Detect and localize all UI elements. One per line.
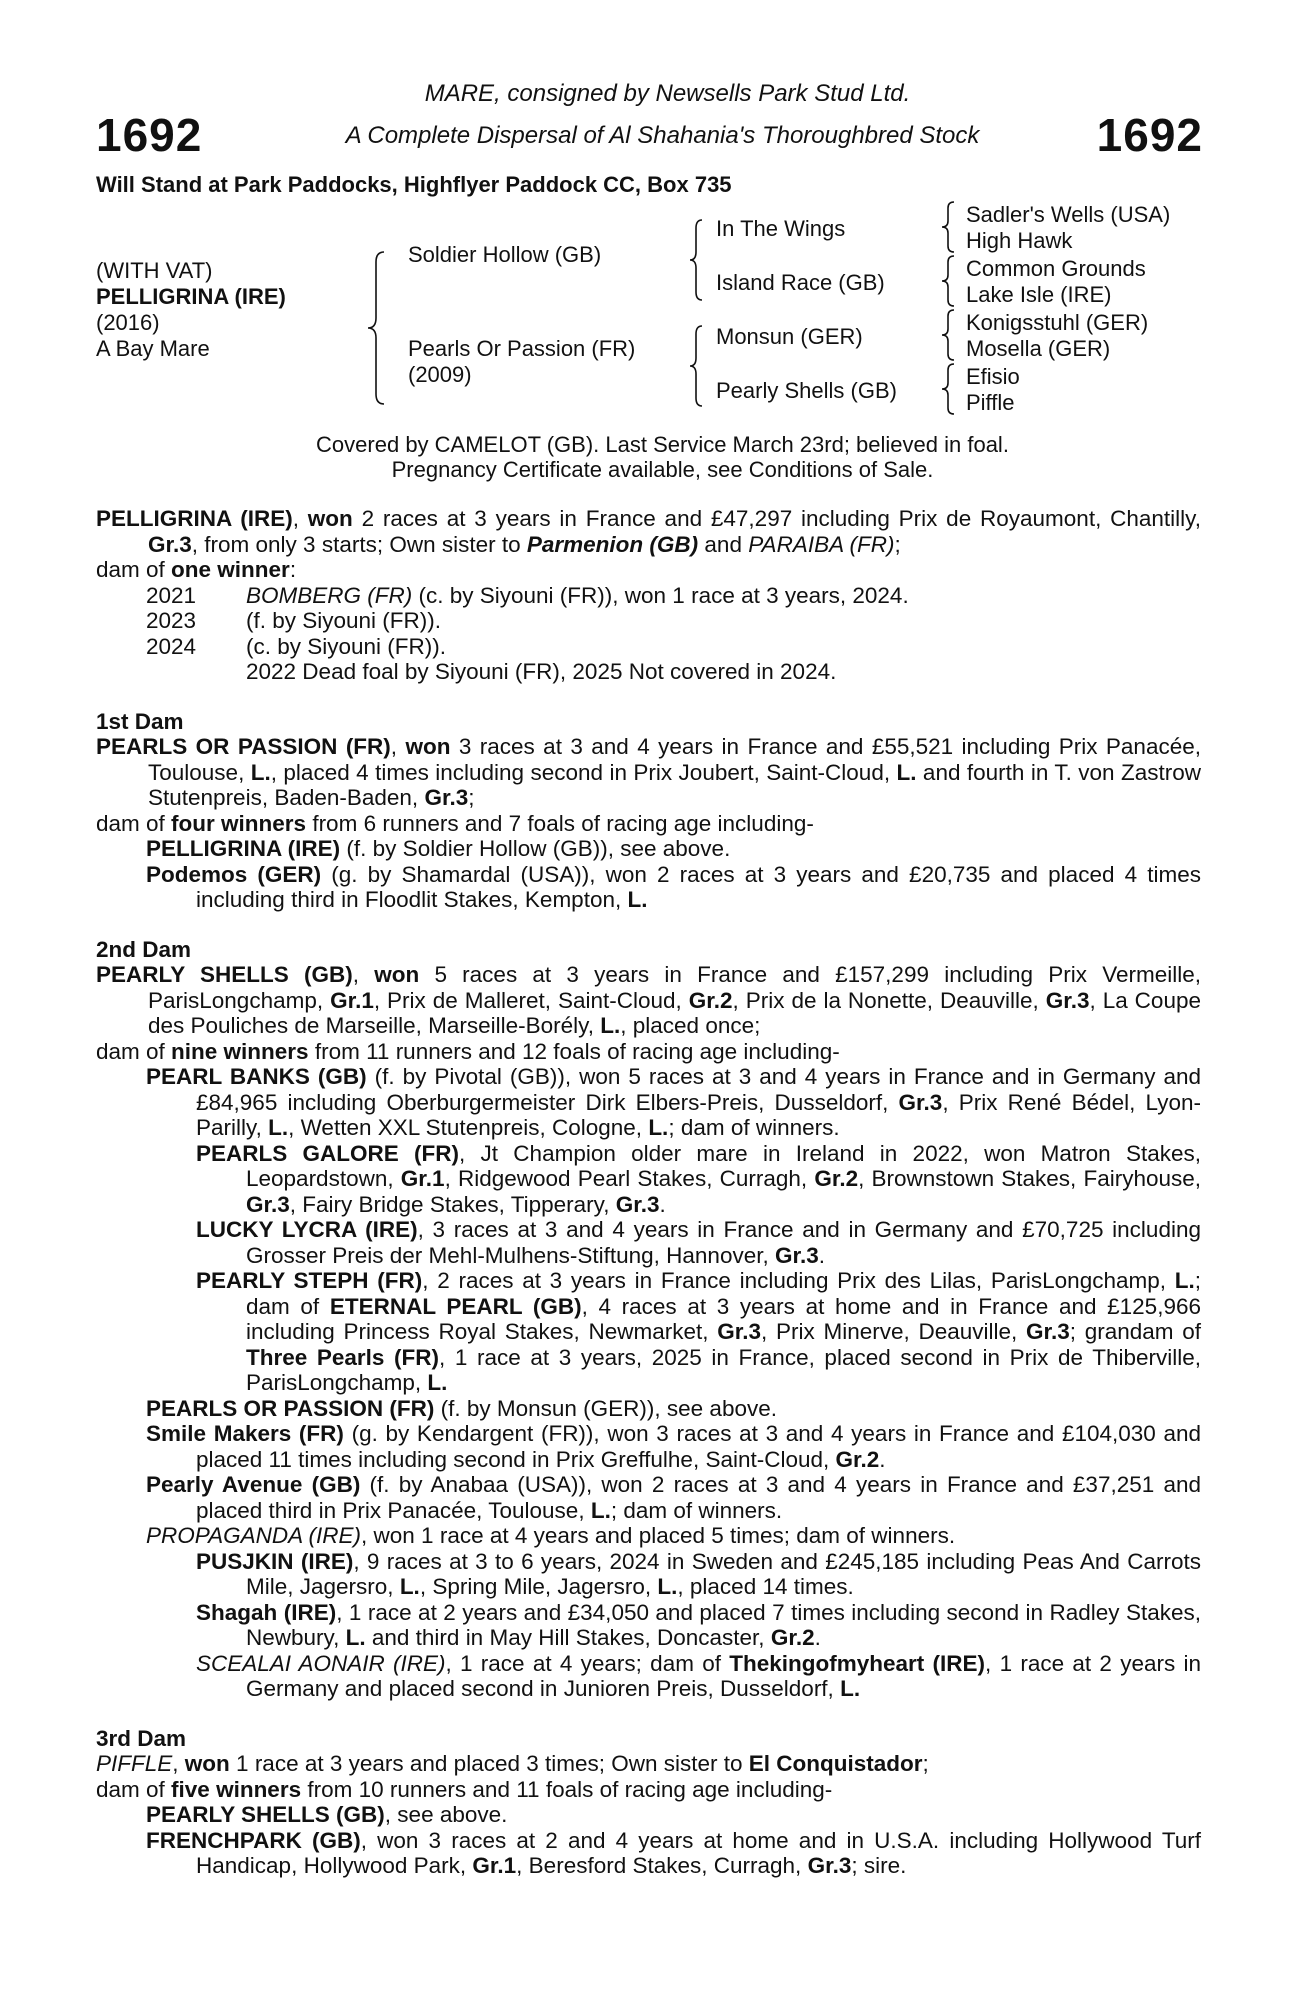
winners-count: nine winners	[171, 1038, 309, 1064]
produce-entry	[96, 1472, 1201, 1523]
won-label: won	[405, 734, 451, 759]
sire-sire: In The Wings	[716, 216, 846, 241]
produce-entry	[96, 1421, 1201, 1472]
pedigree-brace-7	[942, 364, 958, 414]
produce-entry	[96, 1217, 1201, 1268]
text: , 1 race at 4 years; dam of	[445, 1650, 730, 1676]
listed: L.	[840, 1676, 861, 1701]
text: , Jt Champion older mare in Ireland in 2022, won Matron Stakes, Leopardstown,	[246, 1140, 1201, 1191]
listed: L.	[1174, 1268, 1195, 1293]
won-label: won	[374, 962, 420, 987]
produce-name: PROPAGANDA (IRE)	[146, 1523, 362, 1548]
second-dam-produce	[96, 1039, 1201, 1065]
text: , placed 4 times including second in Prix Joubert, Saint-Cloud,	[270, 759, 897, 785]
pedigree-brace-5	[942, 256, 958, 306]
grade: Gr.2	[688, 987, 733, 1013]
text: , Prix de Malleret, Saint-Cloud,	[373, 987, 689, 1013]
produce-name: Podemos (GER)	[146, 861, 322, 887]
grade: Gr.3	[807, 1853, 852, 1878]
produce-name: Thekingofmyheart (IRE)	[729, 1650, 986, 1676]
text: , Ridgewood Pearl Stakes, Curragh,	[444, 1166, 815, 1191]
dam-sire: Monsun (GER)	[716, 324, 863, 349]
winners-count: five winners	[171, 1776, 302, 1802]
text: ; dam of	[246, 1268, 1201, 1319]
text: dam of	[96, 557, 172, 582]
third-dam-heading: 3rd Dam	[96, 1725, 187, 1751]
produce-name: BOMBERG (FR)	[246, 582, 413, 608]
grade: Gr.3	[898, 1089, 943, 1115]
dam-name: Pearls Or Passion (FR)	[408, 336, 636, 361]
grade: Gr.3	[424, 785, 469, 810]
text: , Prix Minerve, Deauville,	[761, 1319, 1026, 1344]
grade: Gr.3	[1025, 1319, 1070, 1344]
won-label: won	[307, 506, 353, 531]
dispersal-line: A Complete Dispersal of Al Shahania's Thoroughbred Stock	[345, 122, 980, 149]
listed: L.	[399, 1574, 420, 1599]
first-dam-heading: 1st Dam	[96, 708, 184, 734]
listed: L.	[600, 1013, 621, 1038]
text: ; dam of winners.	[610, 1497, 783, 1523]
third-dam-summary	[96, 1751, 1201, 1777]
sibling-name: Parmenion (GB)	[526, 531, 699, 557]
lot-number-left: 1692	[96, 109, 203, 161]
produce-entry	[96, 1651, 1201, 1702]
grandsire-3: Common Grounds	[966, 256, 1146, 281]
covered-line-2: Pregnancy Certificate available, see Conditions of Sale.	[391, 457, 934, 482]
dam-name: PEARLY SHELLS (GB)	[96, 962, 353, 987]
text: , 9 races at 3 to 6 years, 2024 in Sweden and £245,185 including Peas And Carrots Mile, Jagersro,	[246, 1548, 1201, 1599]
text: from 6 runners and 7 foals of racing age including-	[306, 810, 814, 836]
pedigree-brace-2	[690, 220, 706, 300]
grandsire-6: Mosella (GER)	[966, 336, 1111, 361]
text: from 11 runners and 12 foals of racing age including-	[308, 1038, 840, 1064]
text: , won 3 races at 2 and 4 years at home and in U.S.A. including Hollywood Turf Handicap, Hollywood Park,	[196, 1827, 1201, 1878]
produce-text: (c. by Siyouni (FR)).	[246, 633, 447, 659]
pedigree-brace-3	[690, 326, 706, 406]
listed: L.	[896, 759, 917, 785]
dam-name: PEARLS OR PASSION (FR)	[96, 734, 391, 759]
produce-entry	[96, 1141, 1201, 1218]
produce-name: Shagah (IRE)	[196, 1599, 337, 1625]
horse-name: PELLIGRINA (IRE)	[96, 284, 286, 309]
text: (f. by Pivotal (GB)), won 5 races at 3 and 4 years in France and in Germany and £84,965 including Oberburgermeister Dirk Elbers-Preis, Dusseldorf,	[196, 1064, 1201, 1115]
sibling-name: El Conquistador	[748, 1751, 923, 1776]
produce-year: 2021	[146, 582, 197, 608]
text: , 3 races at 3 and 4 years in France and in Germany and £70,725 including Grosser Preis der Mehl-Mulhens-Stiftung, Hannover,	[246, 1217, 1201, 1268]
pedigree-notes	[96, 506, 1201, 1879]
text: (f. by Monsun (GER)), see above.	[434, 1395, 777, 1421]
text: .	[879, 1446, 886, 1472]
grade: Gr.2	[835, 1446, 880, 1472]
produce-name: SCEALAI AONAIR (IRE)	[196, 1650, 446, 1676]
grandsire-1: Sadler's Wells (USA)	[966, 202, 1171, 227]
produce-name: LUCKY LYCRA (IRE)	[196, 1217, 418, 1242]
produce-name: PEARL BANKS (GB)	[146, 1064, 367, 1089]
listed: L.	[657, 1574, 678, 1599]
text: , Wetten XXL Stutenpreis, Cologne,	[288, 1115, 649, 1140]
third-dam-produce	[96, 1777, 1201, 1803]
text: dam of	[96, 810, 172, 836]
grade: Gr.1	[400, 1166, 445, 1191]
text: ;	[922, 1751, 929, 1776]
text: ;	[894, 531, 901, 557]
listed: L.	[627, 887, 648, 912]
text: , 1 race at 2 years and £34,050 and placed 7 times including second in Radley Stakes, Newbury,	[246, 1599, 1201, 1650]
produce-entry	[96, 1828, 1201, 1879]
text: , see above.	[384, 1802, 508, 1827]
produce-entry	[96, 836, 1201, 862]
text: , 4 races at 3 years at home and in France and £125,966 including Princess Royal Stakes, Newmarket,	[246, 1293, 1201, 1344]
text: 5 races at 3 years in France and £157,299 including Prix Vermeille, ParisLongchamp,	[148, 962, 1201, 1013]
pedigree-brace-1	[368, 252, 390, 404]
text: , Fairy Bridge Stakes, Tipperary,	[289, 1191, 616, 1217]
dam-name: PIFFLE	[96, 1751, 173, 1776]
grandsire-4: Lake Isle (IRE)	[966, 282, 1112, 307]
dam-year: (2009)	[408, 362, 472, 387]
covered-note	[0, 432, 1315, 482]
winners-count: four winners	[171, 810, 307, 836]
text: (f. by Anabaa (USA)), won 2 races at 3 and 4 years in France and £37,251 and placed third in Prix Panacée, Toulouse,	[196, 1472, 1201, 1523]
produce-entry	[96, 1268, 1201, 1396]
text: dam of	[96, 1776, 172, 1802]
dam-dam: Pearly Shells (GB)	[716, 378, 897, 403]
lot-number-right: 1692	[1096, 109, 1203, 161]
produce-name: Three Pearls (FR)	[246, 1344, 440, 1370]
text: and fourth in T. von Zastrow Stutenpreis, Baden-Baden,	[148, 759, 1201, 810]
produce-entry	[96, 1064, 1201, 1141]
vat-note: (WITH VAT)	[96, 258, 213, 283]
produce-entry	[96, 1549, 1201, 1600]
grade: Gr.1	[330, 987, 374, 1013]
won-label: won	[184, 1751, 230, 1776]
text: dam of	[96, 1038, 172, 1064]
mare-produce-heading	[96, 557, 1201, 583]
text: .	[818, 1242, 826, 1268]
produce-name: PEARLY STEPH (FR)	[196, 1268, 423, 1293]
text: 1 race at 3 years and placed 3 times; Own sister to	[229, 1751, 749, 1776]
mare-name: PELLIGRINA (IRE)	[96, 506, 293, 531]
produce-entry	[96, 1523, 1201, 1549]
text: from 10 runners and 11 foals of racing age including-	[301, 1776, 833, 1802]
text: , Spring Mile, Jagersro,	[419, 1574, 658, 1599]
text: , Prix de la Nonette, Deauville,	[732, 987, 1046, 1013]
text: , 1 race at 2 years in Germany and placed second in Junioren Preis, Dusseldorf,	[246, 1650, 1201, 1701]
winners-count: one winner	[171, 557, 290, 582]
pedigree-brace-4	[942, 202, 958, 252]
text: ; dam of winners.	[668, 1115, 840, 1140]
text: ;	[468, 785, 475, 810]
second-dam-summary: PEARLY SHELLS (GB), won 5 races at 3 years in France and £157,299 including Prix Vermeille, ParisLongchamp, Gr.1, Prix de Malleret, Saint-Cloud, Gr.2, Prix de la Nonette, Deauville, Gr.3, La Coupe des Pouliches de Marseille, Marseille-Borély, L., placed once;	[96, 962, 1201, 1038]
text: , La Coupe des Pouliches de Marseille, Marseille-Borély,	[148, 987, 1201, 1038]
grandsire-2: High Hawk	[966, 228, 1073, 253]
text: , won 1 race at 4 years and placed 5 times; dam of winners.	[361, 1523, 956, 1548]
grandsire-5: Konigsstuhl (GER)	[966, 310, 1149, 335]
text: , 1 race at 3 years, 2025 in France, placed second in Prix de Thiberville, ParisLongchamp,	[246, 1344, 1202, 1395]
listed: L.	[268, 1115, 289, 1140]
grade: Gr.1	[472, 1853, 517, 1878]
text: , Beresford Stakes, Curragh,	[516, 1853, 808, 1878]
produce-year: 2023	[146, 608, 197, 633]
text: , placed 14 times.	[677, 1574, 854, 1599]
grade: Gr.3	[148, 531, 192, 557]
produce-name: Pearly Avenue (GB)	[146, 1472, 361, 1497]
produce-name: PUSJKIN (IRE)	[196, 1548, 354, 1574]
stand-location: Will Stand at Park Paddocks, Highflyer Paddock CC, Box 735	[96, 172, 732, 197]
text: and third in May Hill Stakes, Doncaster,	[365, 1625, 771, 1650]
text: 3 races at 3 and 4 years in France and £55,521 including Prix Panacée, Toulouse,	[148, 734, 1201, 785]
text: :	[289, 557, 297, 582]
text: , 2 races at 3 years in France including Prix des Lilas, ParisLongchamp,	[422, 1268, 1175, 1293]
pedigree-brace-6	[942, 310, 958, 360]
produce-name: PELLIGRINA (IRE)	[146, 836, 341, 861]
text: , Brownstown Stakes, Fairyhouse,	[858, 1166, 1202, 1191]
horse-description: A Bay Mare	[96, 336, 210, 361]
grade: Gr.2	[770, 1625, 815, 1650]
grade: Gr.3	[246, 1191, 290, 1217]
text: and	[698, 531, 749, 557]
consignor-line: MARE, consigned by Newsells Park Stud Ltd.	[424, 80, 911, 107]
text: .	[659, 1191, 666, 1217]
listed: L.	[648, 1115, 669, 1140]
listed: L.	[590, 1497, 611, 1523]
produce-list	[96, 583, 1201, 685]
grade: Gr.3	[774, 1242, 819, 1268]
text: ,	[172, 1751, 185, 1776]
produce-name: Smile Makers (FR)	[146, 1421, 344, 1446]
text: 2 races at 3 years in France and £47,297 including Prix de Royaumont, Chantilly,	[352, 506, 1201, 531]
horse-year: (2016)	[96, 310, 160, 335]
produce-entry	[96, 1396, 1201, 1422]
sibling-name: PARAIBA (FR)	[748, 531, 895, 557]
text: ; sire.	[851, 1853, 907, 1878]
sire-dam: Island Race (GB)	[716, 270, 885, 295]
mare-summary: PELLIGRINA (IRE), won 2 races at 3 years in France and £47,297 including Prix de Royaumont, Chantilly, Gr.3, from only 3 starts; Own sister to Parmenion (GB) and PARAIBA (FR);	[96, 506, 1201, 557]
grade: Gr.2	[814, 1166, 859, 1191]
first-dam-produce	[96, 811, 1201, 837]
sire-name: Soldier Hollow (GB)	[408, 242, 602, 267]
produce-note: 2022 Dead foal by Siyouni (FR), 2025 Not covered in 2024.	[246, 659, 837, 684]
text: .	[814, 1625, 821, 1650]
produce-name: ETERNAL PEARL (GB)	[329, 1293, 582, 1319]
produce-text: (f. by Siyouni (FR)).	[246, 608, 442, 633]
text: (g. by Shamardal (USA)), won 2 races at 3 years and £20,735 and placed 4 times including third in Floodlit Stakes, Kempton,	[196, 861, 1201, 912]
produce-entry	[96, 1600, 1201, 1651]
first-dam-summary: PEARLS OR PASSION (FR), won 3 races at 3 and 4 years in France and £55,521 including Prix Panacée, Toulouse, L., placed 4 times including second in Prix Joubert, Saint-Cloud, L. and fourth in T. von Zastrow Stutenpreis, Baden-Baden, Gr.3;	[96, 734, 1201, 810]
grade: Gr.3	[615, 1191, 660, 1217]
produce-entry	[246, 583, 1201, 609]
produce-name: PEARLY SHELLS (GB)	[146, 1802, 385, 1827]
listed: L.	[250, 759, 271, 785]
produce-name: PEARLS GALORE (FR)	[196, 1140, 460, 1166]
grandsire-7: Efisio	[966, 364, 1020, 389]
covered-line-1: Covered by CAMELOT (GB). Last Service March 23rd; believed in foal.	[316, 432, 1009, 457]
grade: Gr.3	[717, 1319, 762, 1344]
listed: L.	[345, 1625, 366, 1650]
grandsire-8: Piffle	[966, 390, 1015, 415]
produce-year: 2024	[146, 633, 197, 659]
text: ; grandam of	[1069, 1319, 1201, 1344]
produce-name: PEARLS OR PASSION (FR)	[146, 1395, 435, 1421]
text: (f. by Soldier Hollow (GB)), see above.	[340, 836, 731, 861]
text: , from only 3 starts; Own sister to	[191, 531, 527, 557]
text: , placed once;	[620, 1013, 761, 1038]
produce-name: FRENCHPARK (GB)	[146, 1827, 361, 1853]
text: , Prix René Bédel, Lyon-Parilly,	[196, 1089, 1202, 1140]
text: (g. by Kendargent (FR)), won 3 races at 3 and 4 years in France and £104,030 and placed 11 times including second in Prix Greffulhe, Saint-Cloud,	[196, 1421, 1202, 1472]
produce-entry	[96, 862, 1201, 913]
produce-text: (c. by Siyouni (FR)), won 1 race at 3 years, 2024.	[412, 582, 909, 608]
listed: L.	[427, 1370, 448, 1395]
second-dam-heading: 2nd Dam	[96, 936, 192, 962]
grade: Gr.3	[1045, 987, 1090, 1013]
produce-entry	[96, 1802, 1201, 1828]
